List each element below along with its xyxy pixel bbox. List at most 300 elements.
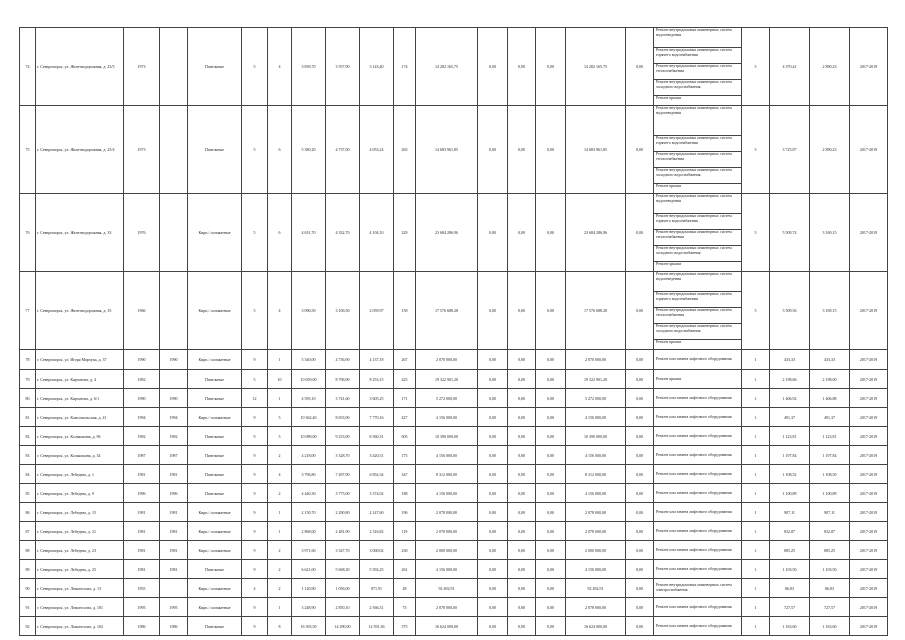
- cell-unit-cost: 1 103,50: [770, 560, 810, 579]
- cell-unit-cost: 1 163,60: [770, 617, 810, 636]
- cell-repair-works: [654, 503, 742, 522]
- cell-total-cost: 92 492,91: [416, 579, 478, 598]
- cell-premises-area: 3 557,90: [326, 28, 360, 106]
- cell-residents: 174: [394, 28, 416, 106]
- cell-row-number: 79: [20, 370, 36, 389]
- cell-address: г. Североморск, ул. Лебедева, д. 15: [36, 503, 124, 522]
- cell-year-commissioned: 1981: [160, 522, 188, 541]
- cell-total-cost: 4 156 000,00: [416, 408, 478, 427]
- cell-row-number: 85: [20, 484, 36, 503]
- table-row: [20, 522, 888, 541]
- cell-regional-funds: 0,00: [508, 541, 536, 560]
- repair-work-item: Ремонт внутридомовых инженерных систем водоотведения: [654, 194, 741, 214]
- cell-address: г. Североморск, ул. Лебедева, д. 21: [36, 522, 124, 541]
- cell-entrances: 1: [268, 389, 292, 408]
- cell-year-built: 1982: [124, 370, 160, 389]
- repair-work-item: Ремонт внутридомовых инженерных систем теплоснабжения: [654, 230, 741, 246]
- repair-work-item: Ремонт или замена лифтового оборудования: [656, 356, 732, 362]
- cell-total-cost: 2 070 000,00: [416, 350, 478, 370]
- cell-federal-funds: 0,00: [478, 28, 508, 106]
- cell-municipal-funds: 0,00: [536, 617, 566, 636]
- cell-residents: 119: [394, 522, 416, 541]
- cell-year-commissioned: [160, 579, 188, 598]
- cell-residential-area: 6 854,34: [360, 465, 394, 484]
- cell-other-funds: 0,00: [626, 522, 654, 541]
- cell-premises-area: 8 796,90: [326, 370, 360, 389]
- cell-total-area: 1 120,90: [292, 579, 326, 598]
- cell-period: 2017-2019: [850, 350, 888, 370]
- cell-period: 2017-2019: [850, 370, 888, 389]
- cell-year-commissioned: 1990: [160, 350, 188, 370]
- cell-max-unit-cost: 86,83: [810, 579, 850, 598]
- cell-wall-material: Панельные: [188, 370, 242, 389]
- cell-max-unit-cost: 433,33: [810, 350, 850, 370]
- cell-address: г. Североморск, ул. Колышкина, д. 34: [36, 446, 124, 465]
- cell-municipal-funds: 0,00: [536, 560, 566, 579]
- cell-max-unit-cost: 491,37: [810, 408, 850, 427]
- cell-total-area: 6 621,00: [292, 560, 326, 579]
- cell-entrances: 2: [268, 541, 292, 560]
- cell-total-area: 3 796,80: [292, 465, 326, 484]
- cell-period: 2017-2019: [850, 389, 888, 408]
- cell-floors: 9: [242, 484, 268, 503]
- cell-floors: 9: [242, 598, 268, 617]
- cell-residents: 347: [394, 465, 416, 484]
- cell-year-commissioned: [160, 370, 188, 389]
- cell-period: 2017-2019: [850, 465, 888, 484]
- cell-max-unit-cost: 727,57: [810, 598, 850, 617]
- repair-work-item: Ремонт или замена лифтового оборудования: [656, 432, 732, 438]
- cell-residential-area: 2 059,97: [360, 272, 394, 350]
- cell-residential-area: 3 000,02: [360, 541, 394, 560]
- cell-regional-funds: 0,00: [508, 484, 536, 503]
- cell-year-commissioned: [160, 272, 188, 350]
- cell-entrances: 1: [268, 503, 292, 522]
- cell-repair-works: [654, 427, 742, 446]
- cell-owner-funds: 2 070 000,00: [566, 350, 626, 370]
- cell-total-area: 3 971,60: [292, 541, 326, 560]
- cell-residential-area: 2 316,82: [360, 522, 394, 541]
- cell-repair-works: [654, 484, 742, 503]
- table-row: [20, 28, 888, 106]
- cell-regional-funds: 0,00: [508, 522, 536, 541]
- cell-unit-cost: 3 725,87: [770, 106, 810, 194]
- table-row: [20, 194, 888, 272]
- cell-address: г. Североморск, ул. Ломоносова, д. 102: [36, 617, 124, 636]
- cell-floors: 9: [242, 427, 268, 446]
- cell-residential-area: 12 591,36: [360, 617, 394, 636]
- cell-premises-area: 2 481,90: [326, 522, 360, 541]
- cell-federal-funds: 0,00: [478, 408, 508, 427]
- cell-period: 2017-2019: [850, 503, 888, 522]
- cell-address: г. Североморск, ул. Ломоносова, д. 13: [36, 579, 124, 598]
- repair-work-item: Ремонт крыши: [656, 184, 682, 188]
- cell-year-commissioned: 1995: [160, 598, 188, 617]
- cell-regional-funds: 0,00: [508, 408, 536, 427]
- cell-floors: 5: [242, 194, 268, 272]
- repair-work-item: Ремонт крыши: [656, 96, 682, 100]
- cell-residents: 196: [394, 503, 416, 522]
- cell-municipal-funds: 0,00: [536, 370, 566, 389]
- cell-owner-funds: 10 390 000,00: [566, 427, 626, 446]
- cell-units: 1: [742, 560, 770, 579]
- cell-year-commissioned: 1981: [160, 541, 188, 560]
- cell-wall-material: Панельные: [188, 617, 242, 636]
- cell-other-funds: 0,00: [626, 541, 654, 560]
- cell-premises-area: 8 653,90: [326, 408, 360, 427]
- cell-year-built: 1986: [124, 617, 160, 636]
- cell-residents: 425: [394, 370, 416, 389]
- cell-wall-material: Кирп./ силикатные: [188, 541, 242, 560]
- repair-work-item: Ремонт крыши: [656, 340, 682, 344]
- cell-unit-cost: 727,57: [770, 598, 810, 617]
- cell-regional-funds: 0,00: [508, 579, 536, 598]
- repair-work-item: Ремонт внутридомовых инженерных систем холодного водоснабжения: [654, 246, 741, 262]
- table-row: [20, 598, 888, 617]
- cell-premises-area: 3 775,00: [326, 484, 360, 503]
- repair-work-item: Ремонт или замена лифтового оборудования: [656, 565, 732, 571]
- cell-year-built: 1995: [124, 598, 160, 617]
- cell-regional-funds: 0,00: [508, 350, 536, 370]
- cell-year-commissioned: 1990: [160, 389, 188, 408]
- cell-address: г. Североморск, ул. Игоря Марчука, д. 37: [36, 350, 124, 370]
- cell-federal-funds: 0,00: [478, 389, 508, 408]
- cell-year-built: 1994: [124, 408, 160, 427]
- cell-year-commissioned: [160, 106, 188, 194]
- cell-federal-funds: 0,00: [478, 106, 508, 194]
- cell-municipal-funds: 0,00: [536, 106, 566, 194]
- cell-max-unit-cost: 1 197,84: [810, 446, 850, 465]
- repair-work-item: Ремонт внутридомовых инженерных систем горячего водоснабжения: [654, 136, 741, 152]
- cell-wall-material: Панельные: [188, 465, 242, 484]
- cell-year-built: 1987: [124, 446, 160, 465]
- cell-units: 1: [742, 446, 770, 465]
- cell-year-commissioned: 1986: [160, 617, 188, 636]
- cell-max-unit-cost: 1 406,88: [810, 389, 850, 408]
- cell-residents: 229: [394, 194, 416, 272]
- cell-row-number: 82: [20, 427, 36, 446]
- cell-premises-area: 9 253,90: [326, 427, 360, 446]
- cell-unit-cost: 832,87: [770, 522, 810, 541]
- cell-year-built: 1981: [124, 560, 160, 579]
- cell-residential-area: 3 143,40: [360, 28, 394, 106]
- cell-units: 5: [742, 106, 770, 194]
- cell-row-number: 76: [20, 194, 36, 272]
- cell-federal-funds: 0,00: [478, 465, 508, 484]
- repair-work-item: Ремонт или замена лифтового оборудования: [656, 489, 732, 495]
- cell-units: 1: [742, 389, 770, 408]
- cell-regional-funds: 0,00: [508, 272, 536, 350]
- table-row: [20, 427, 888, 446]
- cell-units: 1: [742, 522, 770, 541]
- cell-residents: 73: [394, 598, 416, 617]
- capital-repair-table: [19, 27, 888, 636]
- cell-unit-cost: 5 509,56: [770, 272, 810, 350]
- cell-entrances: 6: [268, 106, 292, 194]
- cell-regional-funds: 0,00: [508, 617, 536, 636]
- cell-floors: 12: [242, 389, 268, 408]
- cell-federal-funds: 0,00: [478, 446, 508, 465]
- cell-year-built: 1996: [124, 484, 160, 503]
- cell-premises-area: 3 328,70: [326, 446, 360, 465]
- cell-entrances: 2: [268, 484, 292, 503]
- cell-period: 2017-2019: [850, 408, 888, 427]
- cell-federal-funds: 0,00: [478, 522, 508, 541]
- cell-owner-funds: 16 624 000,00: [566, 617, 626, 636]
- repair-work-item: Ремонт внутридомовых инженерных систем теплоснабжения: [654, 64, 741, 80]
- cell-residential-area: 4 053,24: [360, 106, 394, 194]
- cell-year-built: 1982: [124, 427, 160, 446]
- cell-entrances: 4: [268, 272, 292, 350]
- cell-residential-area: 3 374,02: [360, 484, 394, 503]
- cell-total-cost: 19 322 901,20: [416, 370, 478, 389]
- cell-year-commissioned: 1981: [160, 503, 188, 522]
- cell-row-number: 88: [20, 541, 36, 560]
- cell-max-unit-cost: 1 103,50: [810, 560, 850, 579]
- cell-other-funds: 0,00: [626, 408, 654, 427]
- cell-total-cost: 2 078 000,00: [416, 503, 478, 522]
- cell-floors: 9: [242, 541, 268, 560]
- cell-max-unit-cost: 3 169,15: [810, 194, 850, 272]
- cell-period: 2017-2019: [850, 541, 888, 560]
- cell-units: 1: [742, 503, 770, 522]
- cell-year-commissioned: [160, 28, 188, 106]
- cell-row-number: 81: [20, 408, 36, 427]
- cell-residential-area: 4 104,10: [360, 194, 394, 272]
- cell-entrances: 2: [268, 446, 292, 465]
- cell-residential-area: 8 360,31: [360, 427, 394, 446]
- cell-residential-area: 4 137,18: [360, 350, 394, 370]
- cell-row-number: 75: [20, 106, 36, 194]
- cell-year-commissioned: 1996: [160, 484, 188, 503]
- repair-work-item: Ремонт внутридомовых инженерных систем горячего водоснабжения: [654, 214, 741, 230]
- cell-year-commissioned: 1981: [160, 560, 188, 579]
- cell-other-funds: 0,00: [626, 194, 654, 272]
- cell-total-area: 3 248,90: [292, 598, 326, 617]
- cell-year-built: 1976: [124, 194, 160, 272]
- cell-municipal-funds: 0,00: [536, 541, 566, 560]
- cell-floors: 9: [242, 465, 268, 484]
- cell-unit-cost: 907,11: [770, 503, 810, 522]
- cell-units: 5: [742, 194, 770, 272]
- cell-year-commissioned: 1987: [160, 446, 188, 465]
- table-row: [20, 541, 888, 560]
- cell-total-cost: 8 312 000,00: [416, 465, 478, 484]
- cell-residential-area: 2 566,51: [360, 598, 394, 617]
- cell-max-unit-cost: 1 123,81: [810, 427, 850, 446]
- cell-repair-works: [654, 106, 742, 194]
- repair-work-item: Ремонт внутридомовых инженерных систем горячего водоснабжения: [654, 292, 741, 308]
- cell-residents: 48: [394, 579, 416, 598]
- cell-wall-material: Кирп./ силикатные: [188, 408, 242, 427]
- cell-wall-material: Панельные: [188, 106, 242, 194]
- cell-unit-cost: 1 406,92: [770, 389, 810, 408]
- cell-entrances: 5: [268, 408, 292, 427]
- cell-premises-area: 3 106,50: [326, 272, 360, 350]
- table-row: [20, 370, 888, 389]
- cell-repair-works: [654, 194, 742, 272]
- repair-work-item: Ремонт крыши: [656, 375, 682, 381]
- cell-federal-funds: 0,00: [478, 598, 508, 617]
- repair-work-item: Ремонт внутридомовых инженерных систем холодного водоснабжения: [654, 324, 741, 340]
- table-row: [20, 503, 888, 522]
- cell-unit-cost: 2 198,66: [770, 370, 810, 389]
- cell-regional-funds: 0,00: [508, 194, 536, 272]
- cell-municipal-funds: 0,00: [536, 446, 566, 465]
- cell-residential-area: 5 392,25: [360, 560, 394, 579]
- cell-max-unit-cost: 2 198,00: [810, 370, 850, 389]
- cell-year-commissioned: [160, 194, 188, 272]
- cell-regional-funds: 0,00: [508, 106, 536, 194]
- cell-period: 2017-2019: [850, 617, 888, 636]
- cell-period: 2017-2019: [850, 446, 888, 465]
- cell-total-cost: 10 390 000,00: [416, 427, 478, 446]
- table-body: [20, 28, 888, 636]
- table-row: [20, 465, 888, 484]
- cell-year-commissioned: 1982: [160, 427, 188, 446]
- cell-wall-material: Кирп./ силикатные: [188, 522, 242, 541]
- cell-federal-funds: 0,00: [478, 484, 508, 503]
- cell-repair-works: [654, 272, 742, 350]
- cell-residents: 175: [394, 446, 416, 465]
- cell-other-funds: 0,00: [626, 350, 654, 370]
- cell-owner-funds: 4 156 000,00: [566, 446, 626, 465]
- table-row: [20, 560, 888, 579]
- cell-row-number: 92: [20, 617, 36, 636]
- cell-residents: 427: [394, 408, 416, 427]
- cell-premises-area: 4 736,90: [326, 350, 360, 370]
- cell-units: 1: [742, 350, 770, 370]
- cell-regional-funds: 0,00: [508, 427, 536, 446]
- table-row: [20, 389, 888, 408]
- cell-owner-funds: 8 312 000,00: [566, 465, 626, 484]
- cell-repair-works: [654, 446, 742, 465]
- cell-owner-funds: 19 322 901,20: [566, 370, 626, 389]
- cell-wall-material: Панельные: [188, 446, 242, 465]
- cell-units: 1: [742, 408, 770, 427]
- cell-premises-area: 2 850,10: [326, 598, 360, 617]
- cell-units: 1: [742, 579, 770, 598]
- cell-other-funds: 0,00: [626, 617, 654, 636]
- cell-row-number: 74: [20, 28, 36, 106]
- cell-total-cost: 17 576 688,28: [416, 272, 478, 350]
- cell-owner-funds: 4 156 000,00: [566, 484, 626, 503]
- cell-owner-funds: 4 156 000,00: [566, 560, 626, 579]
- cell-other-funds: 0,00: [626, 28, 654, 106]
- cell-residents: 261: [394, 560, 416, 579]
- cell-total-cost: 5 272 000,00: [416, 389, 478, 408]
- cell-federal-funds: 0,00: [478, 272, 508, 350]
- cell-unit-cost: 491,37: [770, 408, 810, 427]
- cell-period: 2017-2019: [850, 560, 888, 579]
- cell-residential-area: 3 605,25: [360, 389, 394, 408]
- cell-repair-works: [654, 465, 742, 484]
- cell-wall-material: Кирп./ силикатные: [188, 350, 242, 370]
- table-row: [20, 408, 888, 427]
- cell-year-commissioned: 1994: [160, 408, 188, 427]
- cell-wall-material: Кирп./ силикатные: [188, 194, 242, 272]
- cell-residents: 267: [394, 350, 416, 370]
- cell-federal-funds: 0,00: [478, 541, 508, 560]
- cell-residents: 171: [394, 389, 416, 408]
- cell-max-unit-cost: 2 890,23: [810, 28, 850, 106]
- cell-premises-area: 3 347,70: [326, 541, 360, 560]
- cell-units: 1: [742, 617, 770, 636]
- cell-row-number: 90: [20, 579, 36, 598]
- repair-work-item: Ремонт или замена лифтового оборудования: [656, 508, 732, 514]
- cell-residential-area: 8 253,15: [360, 370, 394, 389]
- cell-total-area: 10 362,40: [292, 408, 326, 427]
- cell-federal-funds: 0,00: [478, 194, 508, 272]
- cell-owner-funds: 4 156 000,00: [566, 408, 626, 427]
- cell-entrances: 1: [268, 350, 292, 370]
- cell-address: г. Североморск, ул. Железнодорожная, д. 35: [36, 272, 124, 350]
- cell-address: г. Североморск, ул. Кирчатова, д. 4: [36, 370, 124, 389]
- cell-floors: 5: [242, 272, 268, 350]
- cell-total-cost: 4 156 000,00: [416, 560, 478, 579]
- repair-work-item: Ремонт внутридомовых инженерных систем водоотведения: [654, 106, 741, 136]
- cell-year-built: 1955: [124, 579, 160, 598]
- cell-repair-works: [654, 579, 742, 598]
- cell-owner-funds: 2 000 000,00: [566, 541, 626, 560]
- cell-municipal-funds: 0,00: [536, 598, 566, 617]
- cell-residential-area: 2 147,60: [360, 503, 394, 522]
- cell-premises-area: 3 741,60: [326, 389, 360, 408]
- cell-municipal-funds: 0,00: [536, 28, 566, 106]
- cell-federal-funds: 0,00: [478, 427, 508, 446]
- repair-work-item: Ремонт крыши: [656, 262, 682, 266]
- cell-period: 2017-2019: [850, 194, 888, 272]
- cell-max-unit-cost: 907,11: [810, 503, 850, 522]
- cell-floors: 5: [242, 370, 268, 389]
- cell-period: 2017-2019: [850, 106, 888, 194]
- cell-period: 2017-2019: [850, 579, 888, 598]
- cell-other-funds: 0,00: [626, 446, 654, 465]
- cell-total-area: 16 393,50: [292, 617, 326, 636]
- cell-max-unit-cost: 832,87: [810, 522, 850, 541]
- cell-address: г. Североморск, ул. Комсомольская, д. 41: [36, 408, 124, 427]
- cell-units: 5: [742, 272, 770, 350]
- cell-municipal-funds: 0,00: [536, 389, 566, 408]
- cell-total-area: 3 839,70: [292, 28, 326, 106]
- cell-owner-funds: 5 272 000,00: [566, 389, 626, 408]
- cell-year-built: 1990: [124, 350, 160, 370]
- cell-floors: 9: [242, 522, 268, 541]
- cell-unit-cost: 1 100,89: [770, 484, 810, 503]
- cell-total-cost: 14 683 961,85: [416, 106, 478, 194]
- table-row: [20, 106, 888, 194]
- cell-municipal-funds: 0,00: [536, 484, 566, 503]
- cell-wall-material: Панельные: [188, 427, 242, 446]
- cell-other-funds: 0,00: [626, 598, 654, 617]
- cell-address: г. Североморск, ул. Ломоносова, д. 101: [36, 598, 124, 617]
- cell-total-area: 2 150,70: [292, 503, 326, 522]
- cell-total-cost: 23 684 286,96: [416, 194, 478, 272]
- cell-owner-funds: 2 078 000,00: [566, 522, 626, 541]
- cell-row-number: 84: [20, 465, 36, 484]
- cell-unit-cost: 885,25: [770, 541, 810, 560]
- cell-entrances: 4: [268, 28, 292, 106]
- cell-max-unit-cost: 1 100,89: [810, 484, 850, 503]
- repair-work-item: Ремонт или замена лифтового оборудования: [656, 622, 732, 628]
- cell-max-unit-cost: 885,25: [810, 541, 850, 560]
- repair-work-item: Ремонт внутридомовых инженерных систем холодного водоснабжения: [654, 80, 741, 96]
- cell-regional-funds: 0,00: [508, 465, 536, 484]
- cell-unit-cost: 5 509,74: [770, 194, 810, 272]
- cell-units: 1: [742, 484, 770, 503]
- cell-other-funds: 0,00: [626, 484, 654, 503]
- cell-total-area: 4 631,70: [292, 194, 326, 272]
